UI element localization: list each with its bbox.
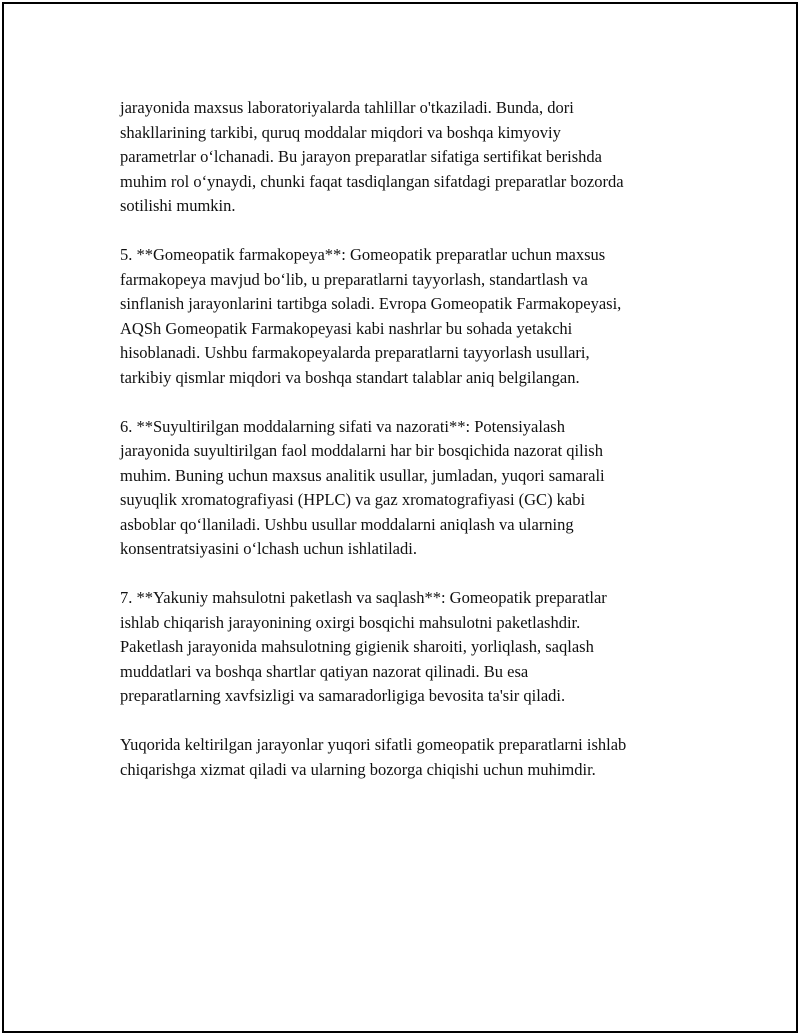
paragraph-conclusion: Yuqorida keltirilgan jarayonlar yuqori sifatli gomeopatik preparatlarni ishlab chiqarishga xizmat qiladi va ularning bozorga chiqishi uchun muhimdir. [120,735,627,779]
paragraph-packaging-storage: 7. **Yakuniy mahsulotni paketlash va saqlash**: Gomeopatik preparatlar ishlab chiqarish jarayonining oxirgi bosqichi mahsulotni paketlashdir. Paketlash jarayonida mahsulotning gigienik sharoiti, yorliqlash, saqlash muddatlari va boshqa shartlar qatiyan nazorat qilinadi. Bu esa preparatlarning xavfsizligi va samaradorligiga bevosita ta'sir qiladi. [120,588,607,705]
paragraph-dilution-quality-control: 6. **Suyultirilgan moddalarning sifati va nazorati**: Potensiyalash jarayonida suyultirilgan faol moddalarni har bir bosqichida nazorat qilish muhim. Buning uchun maxsus analitik usullar, jumladan, yuqori samarali suyuqlik xromatografiyasi (HPLC) va gaz xromatografiyasi (GC) kabi asboblar qo‘llaniladi. Ushbu usullar moddalarni aniqlash va ularning konsentratsiyasini o‘lchash uchun ishlatiladi. [120,416,605,558]
paragraph-lab-analysis: jarayonida maxsus laboratoriyalarda tahlillar o'tkaziladi. Bunda, dori shakllarining tarkibi, quruq moddalar miqdori va boshqa kimyoviy parametrlar o‘lchanadi. Bu jarayon preparatlar sifatiga sertifikat berishda muhim rol o‘ynaydi, chunki faqat tasdiqlangan sifatdagi preparatlar bozorda sotilishi mumkin. [120,98,624,215]
paragraph-homeopathic-pharmacopoeia: 5. **Gomeopatik farmakopeya**: Gomeopatik preparatlar uchun maxsus farmakopeya mavjud bo‘lib, u preparatlarni tayyorlash, standartlash va sinflanish jarayonlarini tartibga soladi. Evropa Gomeopatik Farmakopeyasi, AQSh Gomeopatik Farmakopeyasi kabi nashrlar bu sohada yetakchi hisoblanadi. Ushbu farmakopeyalarda preparatlarni tayyorlash usullari, tarkibiy qismlar miqdori va boshqa standart talablar aniq belgilangan. [120,245,622,387]
page-frame [2,2,798,1033]
document-body [120,96,700,807]
